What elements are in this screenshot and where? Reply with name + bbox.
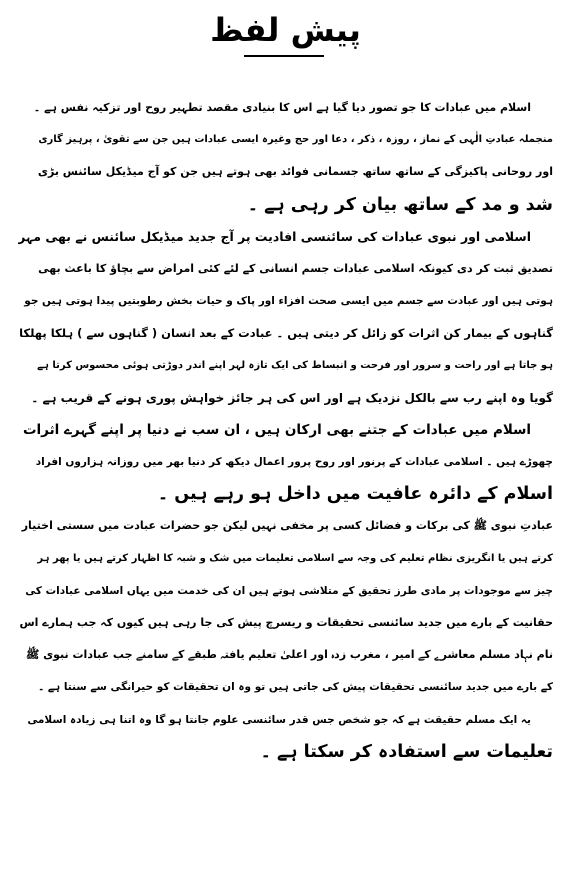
text-line: کرتے ہیں یا انگریزی نظام تعلیم کی وجہ سے اسلامی تعلیمات میں شک و شبہ کا اظہار کرتے ہیں یا پھر ہر [37, 552, 553, 564]
preface-body [18, 92, 553, 768]
text-line: تعلیمات سے استفادہ کر سکتا ہے ۔ [260, 741, 553, 762]
text-line: چیز سے موجودات پر مادی طرز تحقیق کے متلاشی ہوتے ہیں ان کی خدمت میں یہاں اسلامی عبادات کی [25, 584, 553, 597]
text-line: اسلامی اور نبوی عبادات کی سائنسی افادیت پر آج جدید میڈیکل سائنس نے بھی مہر [18, 228, 531, 244]
text-line: تصدیق ثبت کر دی کیونکہ اسلامی عبادات جسم انسانی کے لئے کئی امراض سے بچاؤ کا باعث بھی [38, 261, 553, 275]
text-line: اسلام میں عبادات کا جو تصور دیا گیا ہے اس کا بنیادی مقصد تطہیر روح اور تزکیہ نفس ہے ۔ [33, 101, 531, 114]
title-underline [244, 55, 324, 57]
text-line: شد و مد کے ساتھ بیان کر رہی ہے ۔ [247, 194, 553, 215]
text-line: چھوڑے ہیں ۔ اسلامی عبادات کے پرنور اور روح پرور اعمال دیکھ کر دنیا بھر میں روزانہ ہزاروں افراد [35, 456, 553, 469]
text-line: اسلام کے دائرہ عافیت میں داخل ہو رہے ہیں ۔ [157, 484, 553, 505]
text-line: عبادتِ نبوی ﷺ کی برکات و فضائل کسی پر مخفی نہیں لیکن جو حضرات عبادت میں سستی اختیار [21, 519, 553, 533]
text-line: ہو جاتا ہے اور راحت و سرور اور فرحت و انبساط کی ایک تازہ لہر اپنے اندر دوڑتی ہوئی محسوس کرتا ہے [37, 359, 553, 371]
text-line: گناہوں کے بیمار کن اثرات کو زائل کر دیتی ہیں ۔ عبادت کے بعد انسان ( گناہوں سے ) ہلکا پھلکا [19, 326, 553, 341]
text-line: نام نہاد مسلم معاشرے کے امیر ، مغرب زدہ اور اعلیٰ تعلیم یافتہ طبقے کے سامنے جب عبادات نبوی ﷺ [25, 648, 553, 662]
text-line: حقانیت کے بارے میں جدید سائنسی تحقیقات و ریسرچ پیش کی جا رہی ہیں کیوں کہ جب ہمارے اس [19, 616, 553, 629]
text-line: اسلام میں عبادات کے جتنے بھی ارکان ہیں ، ان سب نے دنیا پر اپنے گہرے اثرات [22, 421, 531, 438]
text-line: کے بارے میں جدید سائنسی تحقیقات پیش کی جاتی ہیں تو وہ ان تحقیقات کو حیرانگی سے سنتا ہے ۔ [38, 681, 553, 694]
text-line: منجملہ عبادتِ الٰہی کے نماز ، روزہ ، ذکر ، دعا اور حج وغیرہ ایسی عبادات ہیں جن سے تقویٰ ، پرہیز گاری [38, 134, 553, 146]
text-line: گویا وہ اپنے رب سے بالکل نزدیک ہے اور اس کی ہر جائز خواہش پوری ہونے کے قریب ہے ۔ [31, 390, 553, 405]
text-line: ہوتی ہیں اور عبادت سے جسم میں ایسی صحت افزاء اور پاک و حیات بخش رطوبتیں پیدا ہوتی ہیں جو [24, 295, 553, 308]
text-line: اور روحانی پاکیزگی کے ساتھ ساتھ جسمانی فوائد بھی ہوتے ہیں جن کو آج میڈیکل سائنس بڑی [37, 165, 553, 179]
text-line: یہ ایک مسلم حقیقت ہے کہ جو شخص جس قدر سائنسی علوم جانتا ہو گا وہ اتنا ہی زیادہ اسلامی [27, 713, 531, 726]
page-title: پیش لفظ [210, 11, 361, 49]
